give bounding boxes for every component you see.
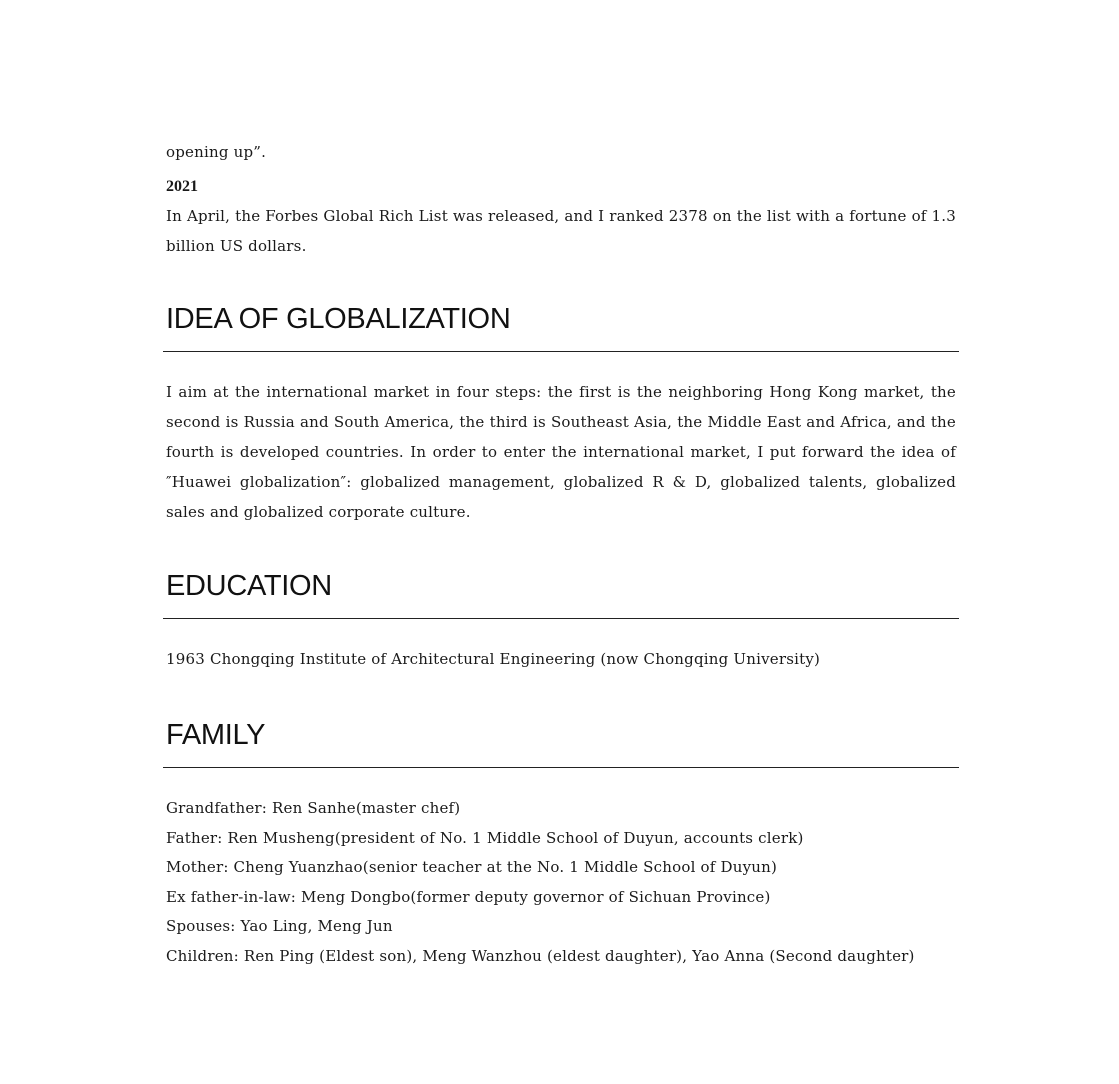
intro-fragment: opening up”. [166, 143, 267, 161]
family-line-spouses: Spouses: Yao Ling, Meng Jun [166, 917, 393, 936]
family-line-grandfather: Grandfather: Ren Sanhe(master chef) [166, 798, 461, 817]
family-line-father: Father: Ren Musheng(president of No. 1 Middle School of Duyun, accounts clerk) [166, 828, 804, 847]
document-page [166, 140, 956, 972]
family-line-ex-father-in-law: Ex father-in-law: Meng Dongbo(former deputy governor of Sichuan Province) [166, 887, 771, 906]
family-heading: FAMILY [166, 718, 266, 751]
education-text: 1963 Chongqing Institute of Architectural Engineering (now Chongqing University) [166, 650, 821, 669]
globalization-heading: IDEA OF GLOBALIZATION [166, 303, 511, 336]
family-line-children: Children: Ren Ping (Eldest son), Meng Wanzhou (eldest daughter), Yao Anna (Second daughter) [166, 946, 915, 965]
family-line-mother: Mother: Cheng Yuanzhao(senior teacher at the No. 1 Middle School of Duyun) [166, 858, 778, 877]
globalization-text: I aim at the international market in four steps: the first is the neighboring Hong Kong market, the second is Russia and South America, the third is Southeast Asia, the Middle East and Africa, and the fourth is developed countries. In order to enter the international market, I put forward the idea of ″Huawei globalization″: globalized management, globalized R & D, globalized talents, globalized sales and globalized corporate culture. [166, 383, 956, 521]
family-list [166, 794, 956, 972]
timeline-year: 2021 [166, 177, 198, 195]
timeline-text: In April, the Forbes Global Rich List was released, and I ranked 2378 on the list with a fortune of 1.3 billion US dollars. [166, 206, 956, 255]
education-heading: EDUCATION [166, 570, 332, 603]
